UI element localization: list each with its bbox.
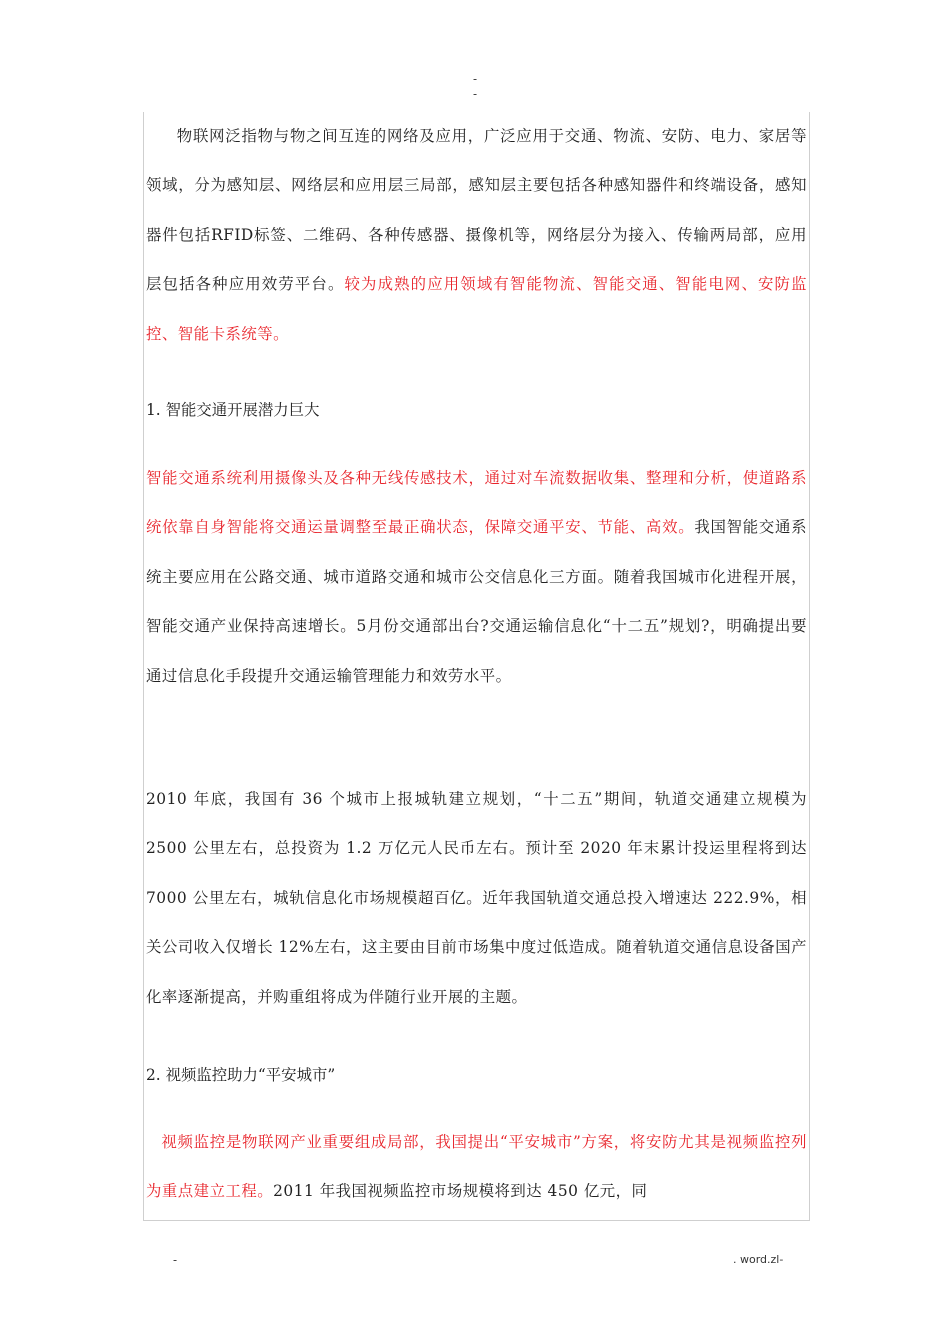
footer-left-mark: -	[173, 1253, 178, 1267]
section-heading-2: 2. 视频监控助力“平安城市”	[146, 1066, 336, 1084]
paragraph-video-surveillance	[146, 1118, 807, 1217]
smart-traffic-text: 我国智能交通系统主要应用在公路交通、城市道路交通和城市公交信息化三方面。随着我国城市化进程开展，智能交通产业保持高速增长。5月份交通部出台?交通运输信息化“十二五”规划?，明确提出要通过信息化手段提升交通运输管理能力和效劳水平。	[146, 518, 807, 685]
page-header-mark-1: -	[472, 72, 478, 86]
intro-text: 物联网泛指物与物之间互连的网络及应用，广泛应用于交通、物流、安防、电力、家居等领域，分为感知层、网络层和应用层三局部，感知层主要包括各种感知器件和终端设备，感知器件包括RFID标签、二维码、各种传感器、摄像机等，网络层分为接入、传输两局部，应用层包括各种应用效劳平台。	[146, 127, 807, 294]
video-surveillance-text: 2011 年我国视频监控市场规模将到达 450 亿元，同	[273, 1182, 648, 1201]
paragraph-iot-intro	[146, 112, 807, 359]
document-body-frame	[143, 112, 810, 1221]
footer-source-label: . word.zl-	[733, 1253, 784, 1266]
paragraph-rail-transit: 2010 年底，我国有 36 个城市上报城轨建立规划，“十二五”期间，轨道交通建立规模为 2500 公里左右，总投资为 1.2 万亿元人民币左右。预计至 2020 年末累计投运里程将到达 7000 公里左右，城轨信息化市场规模超百亿。近年我国轨道交通总投入增速达 222.9%，相关公司收入仅增长 12%左右，这主要由目前市场集中度过低造成。随着轨道交通信息设备国产化率逐渐提高，并购重组将成为伴随行业开展的主题。	[146, 790, 807, 1006]
paragraph-smart-traffic	[146, 454, 807, 701]
video-surveillance-highlight: 视频监控是物联网产业重要组成局部，我国提出“平安城市”方案，将安防尤其是视频监控列为重点建立工程。	[146, 1133, 807, 1201]
page-header-mark-2: -	[472, 87, 478, 101]
smart-traffic-highlight: 智能交通系统利用摄像头及各种无线传感技术，通过对车流数据收集、整理和分析，使道路系统依靠自身智能将交通运量调整至最正确状态，保障交通平安、节能、高效。	[146, 469, 807, 537]
intro-highlight: 较为成熟的应用领域有智能物流、智能交通、智能电网、安防监控、智能卡系统等。	[146, 275, 807, 343]
section-heading-1: 1. 智能交通开展潜力巨大	[146, 401, 320, 419]
